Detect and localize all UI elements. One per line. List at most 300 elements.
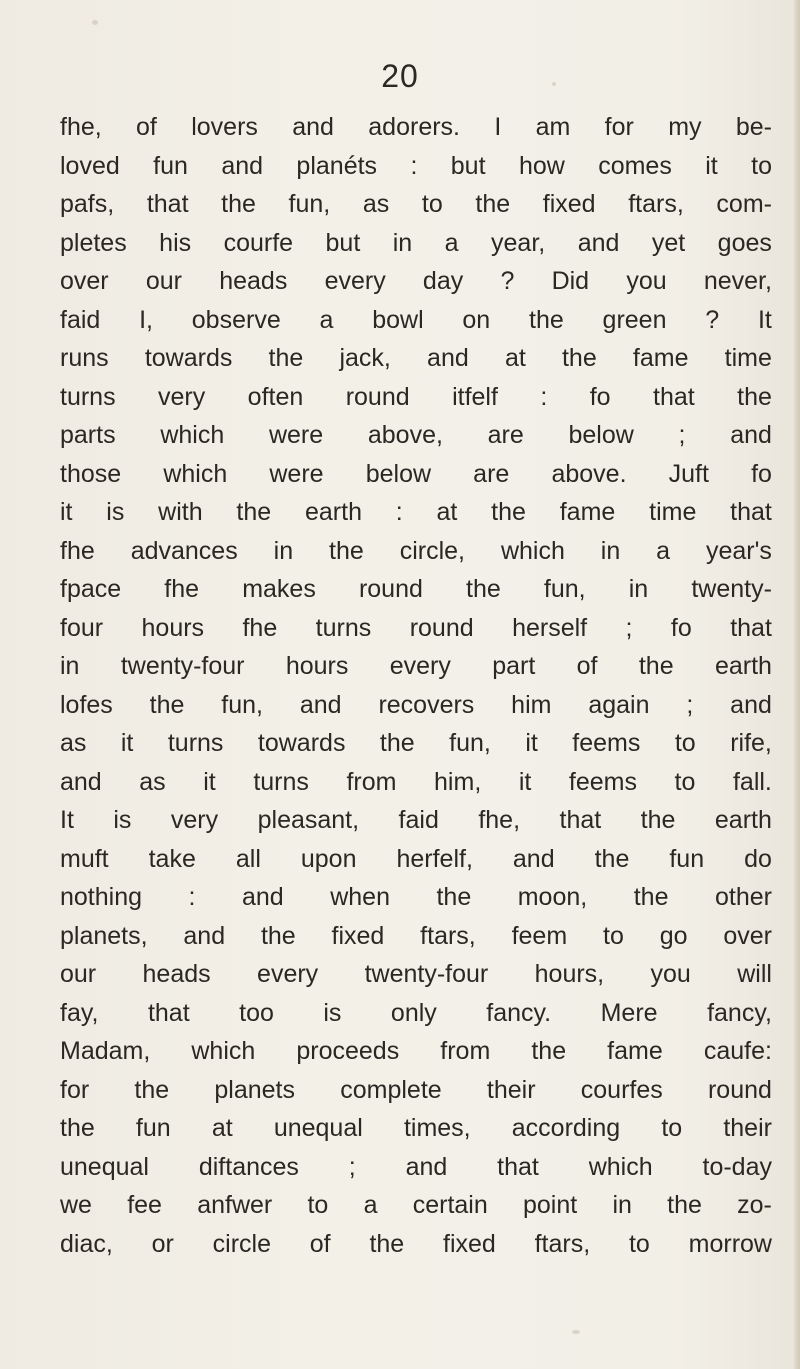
text-line [60, 917, 772, 956]
word: goes [717, 228, 772, 257]
word: when [330, 883, 390, 911]
word: the [149, 690, 185, 719]
word: over [723, 921, 772, 950]
word: ? [500, 267, 515, 295]
word: circle, [399, 536, 466, 565]
word: is [113, 806, 132, 834]
word: on [462, 305, 491, 334]
word: comes [598, 151, 672, 180]
word: at [436, 498, 458, 526]
word: very [158, 382, 206, 411]
word: and [241, 883, 284, 911]
word: feems [572, 729, 641, 757]
word: jack, [339, 344, 391, 372]
word: fo [589, 382, 611, 411]
word: according [511, 1114, 621, 1142]
word: at [211, 1114, 233, 1142]
word: you [626, 267, 667, 295]
word: turns [253, 767, 309, 796]
word: round [409, 613, 474, 642]
word: ; [686, 690, 694, 719]
word: ; [625, 613, 633, 642]
word: which [163, 459, 228, 488]
word: fhe [164, 575, 200, 603]
word: we [60, 1191, 92, 1219]
word: that [497, 1152, 539, 1181]
word: pleasant, [257, 806, 360, 834]
word: to [751, 151, 772, 180]
word: to [628, 1229, 650, 1258]
word: go [659, 921, 688, 950]
word: with [158, 498, 203, 526]
word: fhe, [478, 806, 521, 834]
word: which [191, 1037, 256, 1065]
word: muft [60, 844, 109, 873]
word: heads [142, 960, 211, 988]
word: times, [403, 1114, 471, 1142]
word: ftars, [420, 921, 476, 950]
word: other [714, 883, 772, 911]
word: ; [678, 421, 686, 449]
word: that [730, 498, 772, 526]
word: that [730, 613, 772, 642]
word: itfelf [452, 382, 498, 411]
word: pletes [60, 228, 127, 257]
text-line [60, 147, 772, 186]
word: com- [716, 190, 772, 218]
word: to [674, 729, 696, 757]
word: do [744, 844, 772, 873]
word: fpace [60, 575, 122, 603]
word: earth [304, 498, 362, 526]
page-edge-shadow [794, 0, 800, 1369]
word: round [707, 1075, 772, 1104]
word: and [577, 228, 620, 257]
word: the [491, 498, 526, 526]
word: circle [212, 1229, 271, 1258]
word: proceeds [296, 1037, 400, 1065]
text-line [60, 1032, 772, 1071]
word: to-day [702, 1152, 772, 1181]
body-text [60, 108, 772, 1263]
word: point [523, 1191, 578, 1219]
word: round [345, 382, 410, 411]
word: in [392, 228, 413, 257]
word: anfwer [197, 1191, 273, 1219]
word: : [540, 382, 548, 411]
word: it [705, 151, 718, 180]
word: complete [340, 1075, 442, 1104]
word: diac, [60, 1229, 113, 1258]
word: runs [60, 344, 109, 372]
word: below [365, 459, 432, 488]
word: you [650, 960, 691, 988]
word: the [594, 844, 630, 873]
text-line [60, 570, 772, 609]
word: are [473, 459, 510, 488]
word: which [160, 421, 225, 449]
word: earth [714, 806, 772, 834]
word: but [450, 151, 486, 180]
word: and [730, 690, 772, 719]
word: it [60, 498, 73, 526]
word: hours [285, 652, 349, 680]
word: : [188, 883, 196, 911]
text-line [60, 1071, 772, 1110]
word: upon [300, 844, 357, 873]
word: rife, [730, 729, 772, 757]
word: every [389, 652, 451, 680]
word: be- [735, 113, 772, 141]
word: Madam, [60, 1037, 151, 1065]
word: at [504, 344, 526, 372]
word: and [405, 1152, 448, 1181]
word: caufe: [703, 1037, 772, 1065]
text-line [60, 493, 772, 532]
word: from [346, 767, 397, 796]
word: observe [191, 305, 281, 334]
word: again [588, 690, 650, 719]
word: towards [257, 729, 346, 757]
word: I, [139, 305, 153, 334]
word: and [299, 690, 342, 719]
word: fo [670, 613, 692, 642]
text-line [60, 532, 772, 571]
word: to [421, 190, 443, 218]
word: pafs, [60, 190, 115, 218]
word: that [559, 806, 602, 834]
paper-speck [92, 20, 98, 25]
text-line [60, 108, 772, 147]
word: often [247, 382, 304, 411]
word: makes [242, 575, 316, 603]
word: fancy. [486, 998, 552, 1027]
word: and [60, 767, 102, 796]
word: to [307, 1191, 329, 1219]
word: courfes [580, 1075, 663, 1104]
text-line [60, 994, 772, 1033]
word: in [600, 536, 621, 565]
word: from [440, 1037, 491, 1065]
word: Mere [600, 998, 658, 1027]
word: the [531, 1037, 567, 1065]
word: twenty-four [364, 960, 489, 988]
word: Did [551, 267, 590, 295]
word: the [737, 382, 772, 411]
word: is [106, 498, 125, 526]
word: the [667, 1191, 702, 1219]
word: turns [167, 729, 224, 757]
word: fo [751, 459, 772, 488]
word: fixed [443, 1229, 496, 1258]
word: heads [219, 267, 288, 295]
word: fame [607, 1037, 663, 1065]
word: it [525, 729, 538, 757]
word: diftances [198, 1152, 299, 1181]
text-line [60, 840, 772, 879]
word: twenty-four [120, 652, 245, 680]
word: how [518, 151, 565, 180]
word: feems [568, 767, 637, 796]
word: the [221, 190, 256, 218]
word: of [136, 113, 157, 141]
word: lovers [191, 113, 258, 141]
word: the [638, 652, 674, 680]
text-line [60, 378, 772, 417]
word: yet [651, 228, 686, 257]
word: fee [127, 1191, 162, 1219]
word: in [60, 652, 80, 680]
word: fall. [732, 767, 772, 796]
word: the [134, 1075, 170, 1104]
word: the [466, 575, 501, 603]
word: above. [551, 459, 627, 488]
word: fun, [288, 190, 331, 218]
word: very [170, 806, 219, 834]
word: time [724, 344, 772, 372]
word: that [146, 190, 189, 218]
word: which [588, 1152, 653, 1181]
word: certain [412, 1191, 488, 1219]
word: : [395, 498, 403, 526]
word: nothing [60, 883, 143, 911]
page-number: 20 [381, 58, 419, 94]
word: their [486, 1075, 536, 1104]
word: the [475, 190, 511, 218]
text-line [60, 339, 772, 378]
word: that [653, 382, 695, 411]
text-line [60, 647, 772, 686]
word: the [329, 536, 364, 565]
word: will [737, 960, 772, 988]
word: the [260, 921, 296, 950]
word: fun, [543, 575, 586, 603]
word: the [369, 1229, 405, 1258]
text-line [60, 686, 772, 725]
text-line [60, 455, 772, 494]
word: of [576, 652, 598, 680]
word: a [319, 305, 334, 334]
word: of [309, 1229, 331, 1258]
text-line [60, 1109, 772, 1148]
word: were [268, 421, 324, 449]
word: ftars, [534, 1229, 591, 1258]
word: below [568, 421, 634, 449]
word: fun, [221, 690, 263, 719]
word: fhe [60, 536, 95, 565]
word: fun [153, 151, 188, 180]
word: and [221, 151, 264, 180]
word: or [151, 1229, 174, 1258]
text-line [60, 1186, 772, 1225]
word: over [60, 267, 109, 295]
word: lofes [60, 690, 113, 719]
word: advances [130, 536, 238, 565]
word: and [183, 921, 226, 950]
word: green [602, 305, 667, 334]
word: fun, [449, 729, 491, 757]
word: too [239, 998, 274, 1027]
text-line [60, 262, 772, 301]
word: It [60, 806, 74, 834]
word: day [422, 267, 464, 295]
word: the [640, 806, 676, 834]
word: take [148, 844, 196, 873]
word: the [268, 344, 304, 372]
word: fun [669, 844, 705, 873]
word: Juft [668, 459, 709, 488]
word: it [120, 729, 134, 757]
word: to [674, 767, 696, 796]
text-line [60, 609, 772, 648]
word: a [444, 228, 459, 257]
word: hours [141, 613, 205, 642]
word: faid [398, 806, 439, 834]
word: feem [511, 921, 568, 950]
word: fay, [60, 998, 99, 1027]
word: and [730, 421, 772, 449]
word: ? [705, 305, 720, 334]
word: our [145, 267, 182, 295]
word: turns [60, 382, 116, 411]
word: the [60, 1114, 95, 1142]
text-line [60, 416, 772, 455]
text-line [60, 801, 772, 840]
word: those [60, 459, 122, 488]
word: fame [559, 498, 616, 526]
word: and [427, 344, 469, 372]
word: year's [706, 536, 772, 565]
text-line [60, 724, 772, 763]
text-line [60, 878, 772, 917]
word: It [757, 305, 772, 334]
word: and [292, 113, 334, 141]
word: as [139, 767, 166, 796]
word: in [612, 1191, 632, 1219]
word: parts [60, 421, 116, 449]
word: unequal [273, 1114, 363, 1142]
word: towards [144, 344, 233, 372]
word: as [362, 190, 390, 218]
word: herfelf, [396, 844, 473, 873]
word: ; [348, 1152, 356, 1181]
word: unequal [60, 1152, 149, 1181]
word: four [60, 613, 104, 642]
word: loved [60, 151, 120, 180]
word: planéts [296, 151, 378, 180]
word: it [203, 767, 216, 796]
word: and [512, 844, 555, 873]
word: in [628, 575, 649, 603]
word: morrow [688, 1229, 772, 1258]
word: turns [315, 613, 372, 642]
word: round [358, 575, 423, 603]
word: the [561, 344, 597, 372]
word: to [661, 1114, 683, 1142]
word: his [159, 228, 192, 257]
text-line [60, 224, 772, 263]
word: it [518, 767, 532, 796]
word: the [529, 305, 564, 334]
text-line [60, 763, 772, 802]
word: but [325, 228, 361, 257]
word: never, [703, 267, 772, 295]
text-line [60, 1225, 772, 1264]
word: him [511, 690, 552, 719]
word: bowl [372, 305, 424, 334]
text-line [60, 301, 772, 340]
word: for [604, 113, 634, 141]
word: fun [135, 1114, 171, 1142]
word: am [535, 113, 571, 141]
word: hours, [534, 960, 605, 988]
word: a [363, 1191, 378, 1219]
word: fixed [542, 190, 596, 218]
word: I [494, 113, 502, 141]
word: for [60, 1075, 90, 1104]
word: earth [714, 652, 772, 680]
word: our [60, 960, 97, 988]
word: zo- [737, 1191, 772, 1219]
word: my [668, 113, 702, 141]
word: were [269, 459, 324, 488]
word: all [235, 844, 261, 873]
word: : [410, 151, 418, 180]
text-line [60, 955, 772, 994]
word: fhe, [60, 113, 102, 141]
word: herself [512, 613, 588, 642]
word: twenty- [691, 575, 772, 603]
word: in [273, 536, 294, 565]
word: the [633, 883, 669, 911]
word: every [257, 960, 319, 988]
word: courfe [223, 228, 294, 257]
paper-speck [572, 1330, 580, 1334]
word: year, [491, 228, 546, 257]
word: fancy, [707, 998, 772, 1027]
word: adorers. [368, 113, 460, 141]
word: time [649, 498, 697, 526]
word: a [656, 536, 671, 565]
word: planets [214, 1075, 296, 1104]
word: him, [434, 767, 482, 796]
word: ftars, [628, 190, 684, 218]
word: fame [632, 344, 689, 372]
word: that [147, 998, 190, 1027]
word: fixed [331, 921, 385, 950]
word: to [603, 921, 624, 950]
word: is [323, 998, 342, 1027]
word: as [60, 729, 87, 757]
word: only [390, 998, 437, 1027]
word: every [324, 267, 386, 295]
word: the [379, 729, 415, 757]
word: are [487, 421, 524, 449]
word: recovers [378, 690, 475, 719]
text-line [60, 1148, 772, 1187]
word: faid [60, 305, 101, 334]
word: fhe [242, 613, 278, 642]
word: the [236, 498, 272, 526]
word: part [492, 652, 536, 680]
word: which [500, 536, 565, 565]
word: moon, [517, 883, 588, 911]
text-line [60, 185, 772, 224]
word: above, [367, 421, 443, 449]
word: planets, [60, 921, 148, 950]
word: their [723, 1114, 772, 1142]
word: the [436, 883, 472, 911]
